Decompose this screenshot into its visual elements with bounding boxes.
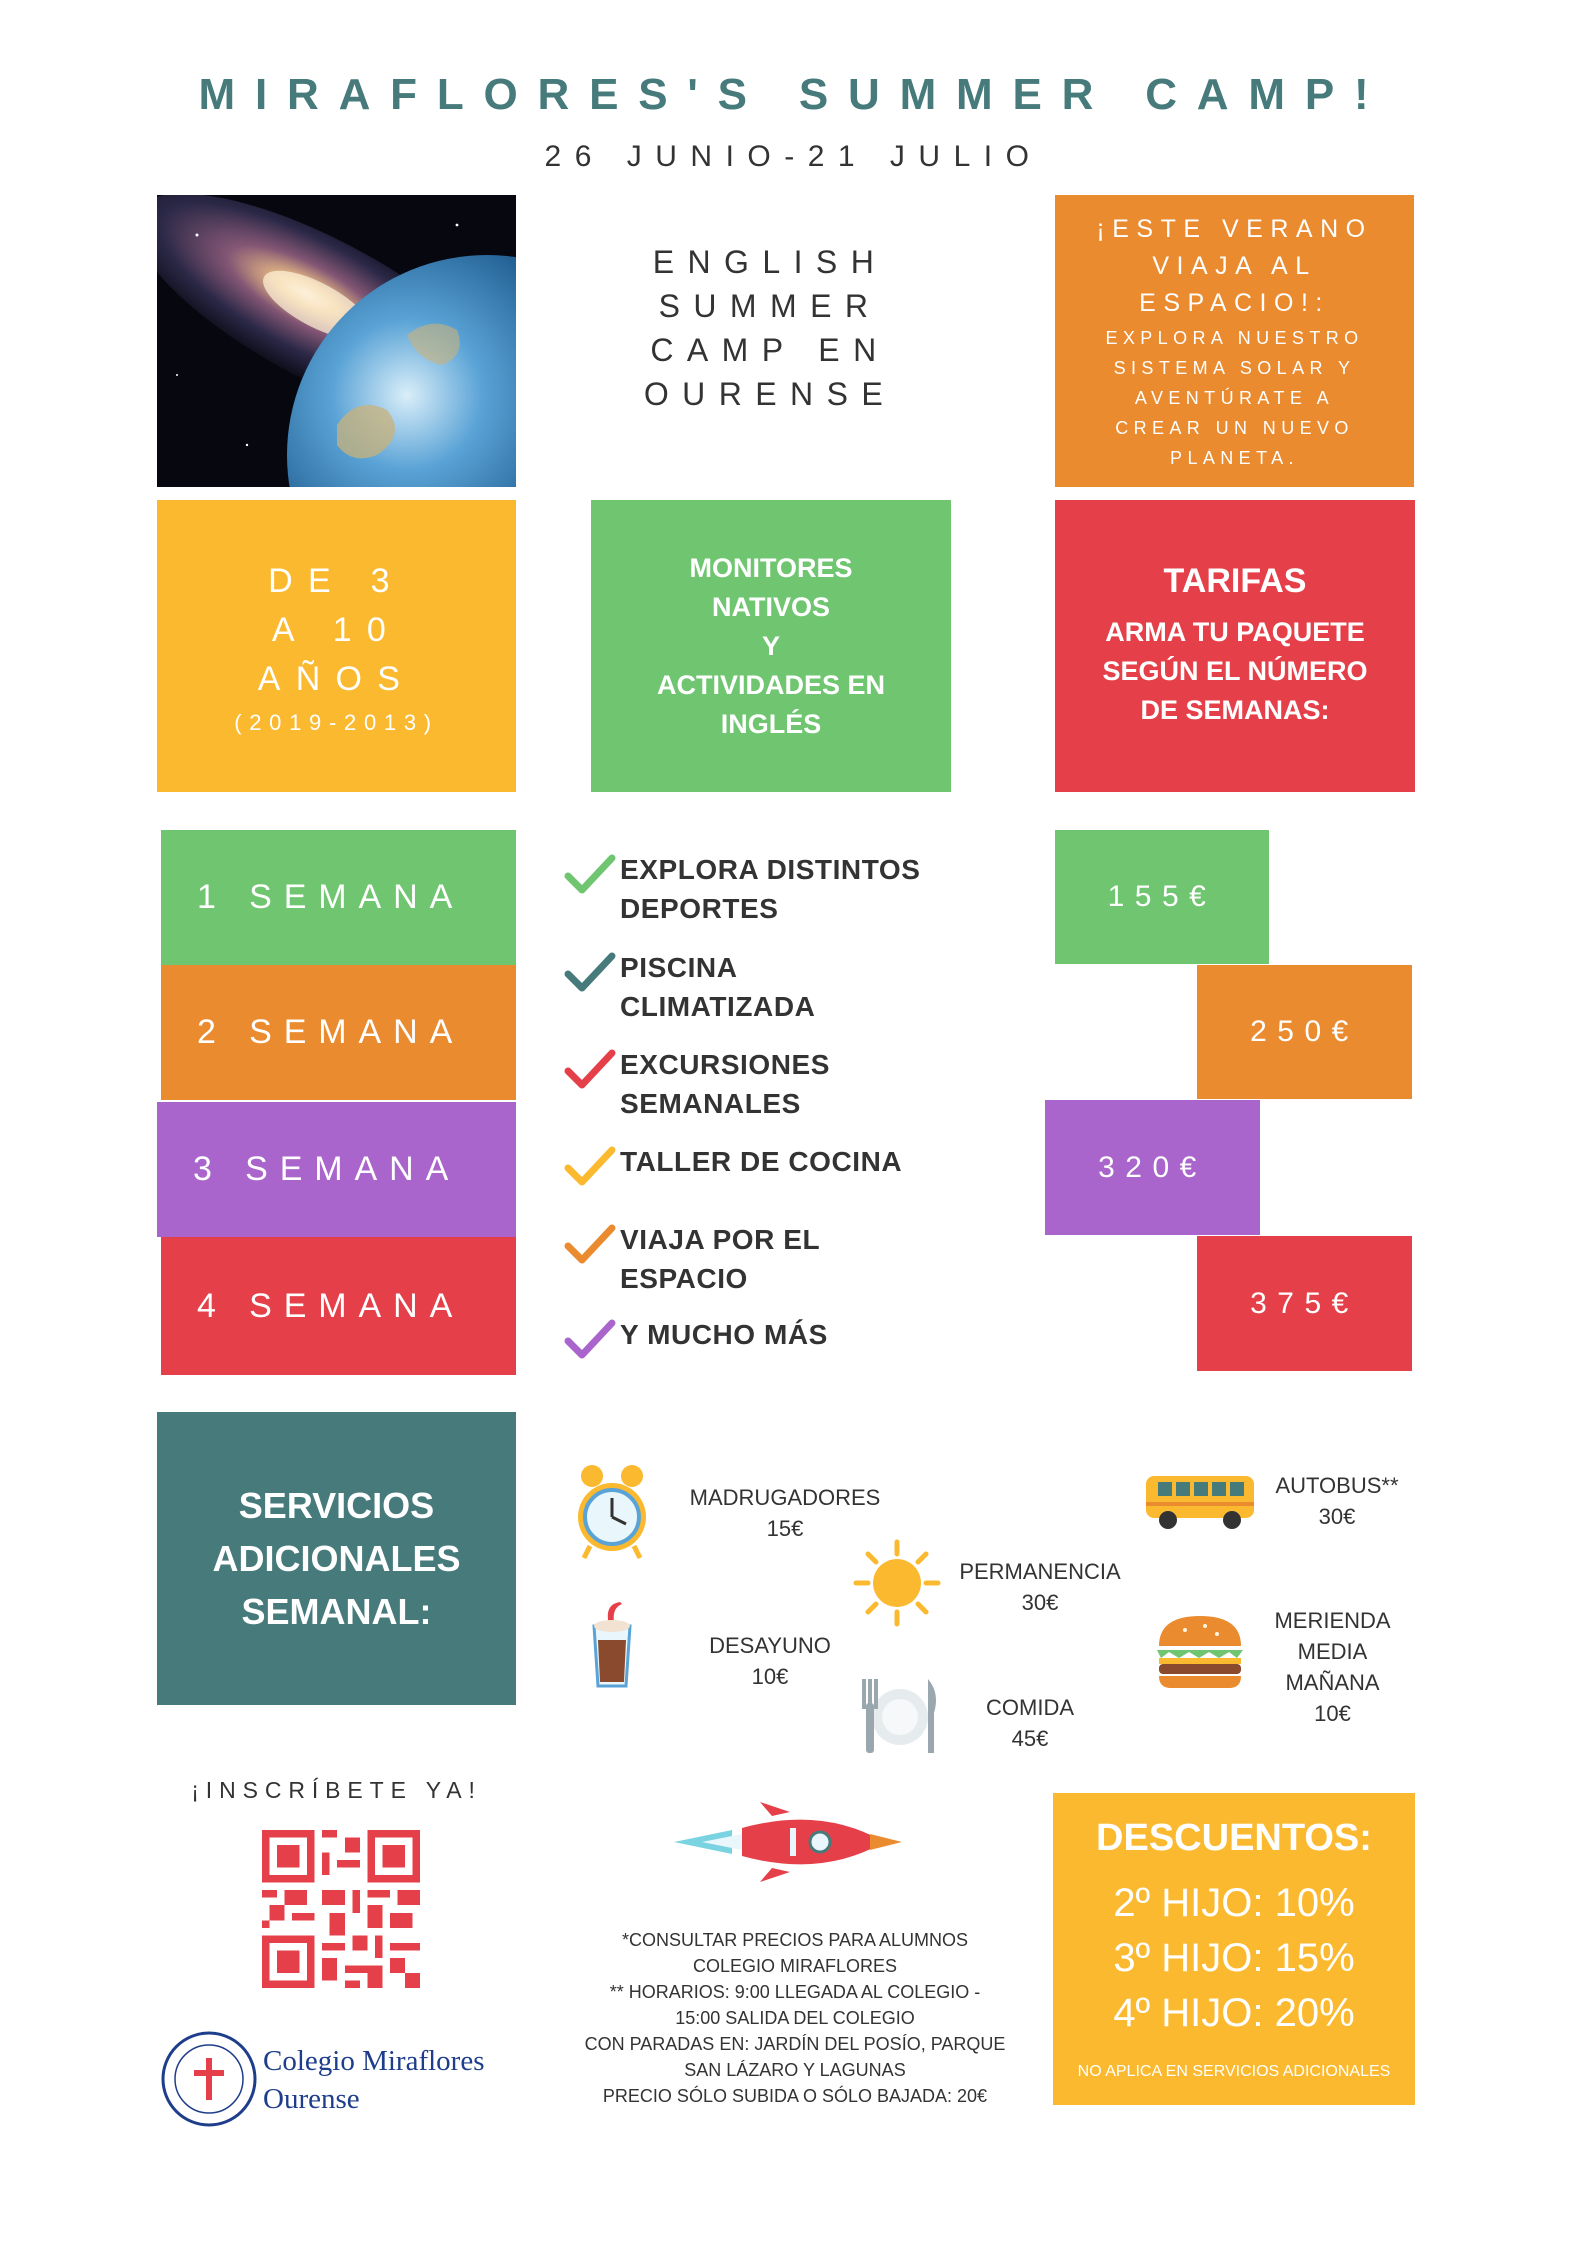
monitors-line: NATIVOS [711,591,830,622]
week-1-label: 1 SEMANA [161,830,516,965]
service-price: 30€ [1021,1590,1059,1615]
service-name: COMIDA [986,1695,1074,1720]
price-week-1: 155€ [1055,830,1269,964]
monitors-line: INGLÉS [720,708,822,739]
note-line: 15:00 SALIDA DEL COLEGIO [675,2008,915,2028]
school-name-line: Colegio Miraflores [263,2045,485,2077]
services-title-line: SERVICIOS [238,1485,435,1526]
week-4-label: 4 SEMANA [161,1237,516,1375]
school-crest-icon [160,2030,258,2128]
feature-item [560,1315,960,1365]
feature-item [560,850,960,928]
space-body-line: CREAR UN NUEVO [1115,417,1354,438]
feature-line: Y MUCHO MÁS [620,1319,828,1350]
feature-line: TALLER DE COCINA [620,1146,903,1177]
space-body-line: SISTEMA SOLAR Y [1113,357,1356,378]
note-line: *CONSULTAR PRECIOS PARA ALUMNOS [621,1930,969,1950]
space-headline-line: ¡ESTE VERANO [1096,214,1373,243]
rates-box [1055,500,1415,792]
service-desayuno [685,1630,855,1692]
service-price: 45€ [1011,1726,1049,1751]
service-name: PERMANENCIA [959,1559,1121,1584]
rates-title: TARIFAS [1163,562,1307,600]
burger-icon [1155,1612,1245,1692]
note-line: COLEGIO MIRAFLORES [692,1956,898,1976]
sun-icon [852,1538,942,1628]
camp-dates: 26 JUNIO-21 JULIO [544,140,1043,173]
space-body-line: PLANETA. [1170,447,1299,468]
feature-item [560,1142,960,1192]
price-week-2: 250€ [1197,965,1412,1099]
check-icon [560,1045,620,1095]
bus-icon [1140,1472,1260,1532]
monitors-line: MONITORES [689,552,853,583]
check-icon [560,948,620,998]
native-monitors-box [591,500,951,792]
check-icon [560,850,620,900]
feature-line: CLIMATIZADA [620,991,816,1022]
service-price: 10€ [751,1664,789,1689]
service-name: MERIENDA [1274,1608,1391,1633]
discount-line: 2º HIJO: 10% [1113,1881,1355,1925]
space-headline-line: VIAJA AL [1152,251,1317,280]
additional-services-box [157,1412,516,1705]
service-madrugadores [660,1482,910,1544]
age-line: AÑOS [257,659,416,698]
age-range-box [157,500,516,792]
service-comida [950,1692,1110,1754]
feature-line: DEPORTES [620,893,779,924]
feature-line: PISCINA [620,952,738,983]
service-name: AUTOBUS** [1275,1473,1399,1498]
birth-years: (2019-2013) [234,709,439,735]
service-name: DESAYUNO [709,1633,831,1658]
note-line: ** HORARIOS: 9:00 LLEGADA AL COLEGIO - [609,1982,981,2002]
space-illustration [157,195,516,487]
service-name: MAÑANA [1285,1670,1380,1695]
price-week-3: 320€ [1045,1100,1260,1235]
monitors-line: ACTIVIDADES EN [656,669,886,700]
discounts-title: DESCUENTOS: [1096,1817,1372,1859]
space-trip-box [1055,195,1414,487]
check-icon [560,1142,620,1192]
feature-line: EXCURSIONES [620,1049,830,1080]
feature-line: SEMANALES [620,1088,801,1119]
service-autobus [1262,1470,1412,1532]
check-icon [560,1220,620,1270]
week-2-label: 2 SEMANA [161,965,516,1100]
english-camp-line: SUMMER [658,288,882,324]
services-title-line: SEMANAL: [241,1591,432,1632]
feature-item [560,948,960,1026]
feature-item [560,1045,960,1123]
service-price: 10€ [1314,1701,1351,1726]
feature-line: EXPLORA DISTINTOS [620,854,921,885]
enroll-heading: ¡INSCRÍBETE YA! [191,1777,482,1803]
note-line: CON PARADAS EN: JARDÍN DEL POSÍO, PARQUE [584,2034,1006,2054]
feature-line: VIAJA POR EL [620,1224,821,1255]
service-price: 15€ [766,1516,804,1541]
school-name-line: Ourense [263,2083,360,2115]
rates-sub-line: SEGÚN EL NÚMERO [1102,656,1368,686]
english-camp-heading [600,240,940,416]
space-earth-image [157,195,516,487]
space-headline-line: ESPACIO!: [1139,288,1330,317]
rates-sub-line: DE SEMANAS: [1140,695,1330,725]
space-body-line: EXPLORA NUESTRO [1105,327,1364,348]
note-line: PRECIO SÓLO SUBIDA O SÓLO BAJADA: 20€ [602,2086,988,2106]
feature-line: ESPACIO [620,1263,748,1294]
english-camp-line: OURENSE [643,376,897,412]
check-icon [560,1315,620,1365]
note-line: SAN LÁZARO Y LAGUNAS [684,2060,906,2080]
feature-item [560,1220,960,1298]
page-title: MIRAFLORES'S SUMMER CAMP! [198,70,1389,119]
space-body-line: AVENTÚRATE A [1134,387,1335,408]
discounts-note: NO APLICA EN SERVICIOS ADICIONALES [1077,2063,1391,2080]
qr-code[interactable] [262,1830,420,1988]
discounts-box [1053,1793,1415,2105]
english-camp-line: ENGLISH [652,244,888,280]
age-line: A 10 [271,610,402,649]
plate-cutlery-icon [858,1673,943,1758]
service-name: MADRUGADORES [689,1485,881,1510]
english-camp-line: CAMP EN [650,332,890,368]
discount-line: 3º HIJO: 15% [1113,1936,1355,1980]
age-line: DE 3 [268,561,405,600]
service-permanencia [940,1556,1140,1618]
week-3-label: 3 SEMANA [157,1102,516,1237]
price-week-4: 375€ [1197,1236,1412,1371]
drink-icon [588,1600,638,1692]
school-name [263,2042,484,2118]
footnotes [560,1927,1030,2109]
service-merienda [1250,1605,1415,1729]
service-price: 30€ [1318,1504,1356,1529]
service-name: MEDIA [1297,1639,1368,1664]
discount-line: 4º HIJO: 20% [1113,1991,1355,2035]
services-title-line: ADICIONALES [212,1538,461,1579]
alarm-clock-icon [572,1462,652,1562]
rates-sub-line: ARMA TU PAQUETE [1105,617,1365,647]
rocket-icon [672,1798,904,1886]
monitors-line: Y [761,630,780,661]
